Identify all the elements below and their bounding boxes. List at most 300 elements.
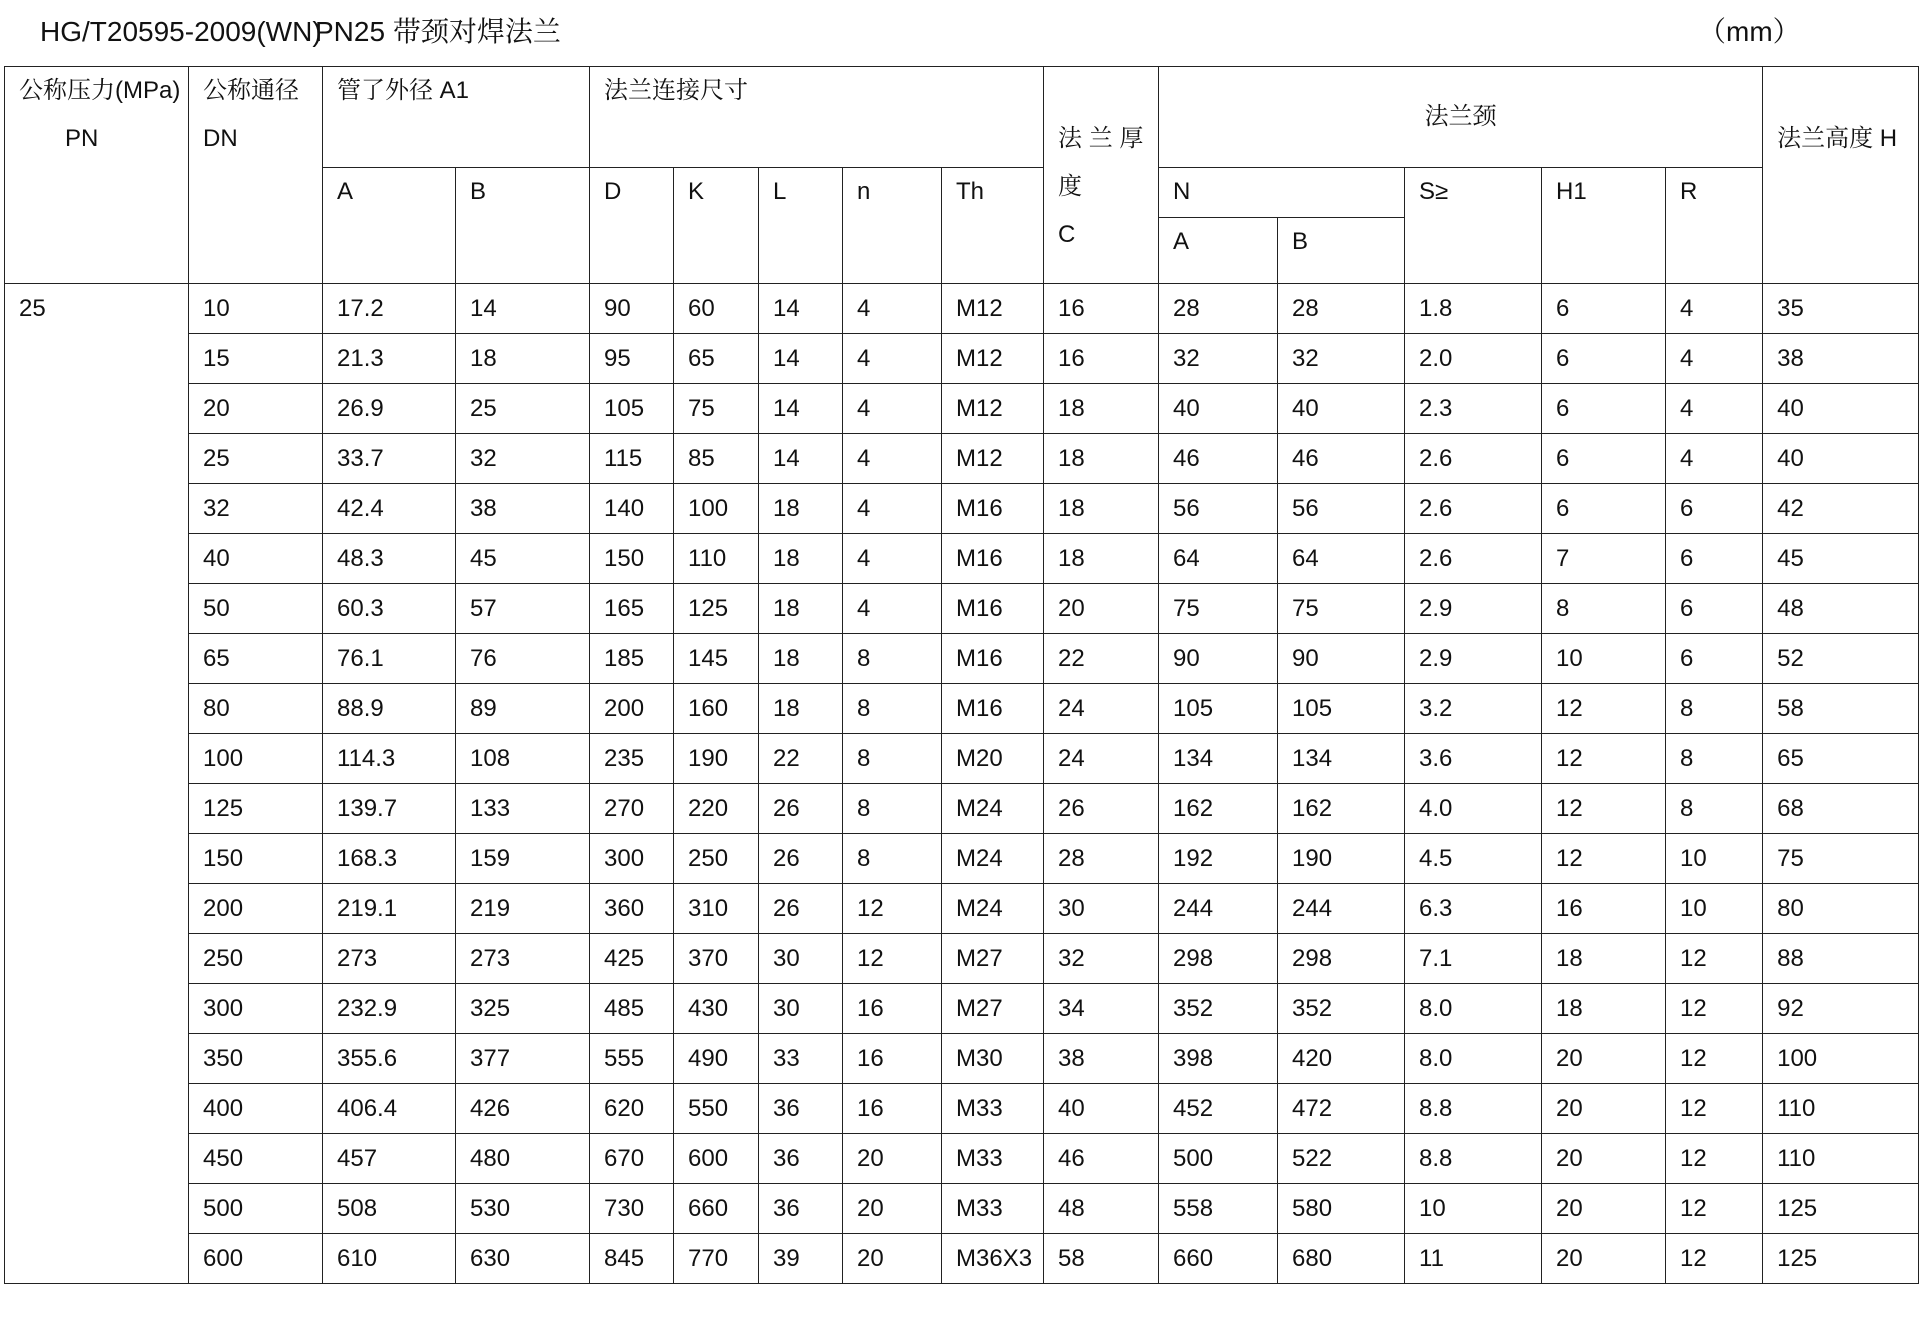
cell-dn: 40 [189,534,323,584]
header-conn-d: D [590,168,674,284]
cell-neck-b: 244 [1278,884,1405,934]
cell-dn: 50 [189,584,323,634]
cell-pipe-a: 406.4 [323,1084,456,1134]
cell-neck-r: 4 [1666,434,1763,484]
cell-dn: 350 [189,1034,323,1084]
cell-neck-b: 28 [1278,284,1405,334]
cell-conn-l: 14 [759,334,843,384]
cell-pipe-b: 108 [456,734,590,784]
cell-neck-h1: 7 [1542,534,1666,584]
cell-neck-h1: 6 [1542,434,1666,484]
cell-thickness-c: 32 [1044,934,1159,984]
cell-conn-n: 16 [843,1084,942,1134]
table-row [5,1234,1919,1284]
cell-conn-k: 110 [674,534,759,584]
cell-neck-s: 2.6 [1405,484,1542,534]
cell-conn-n: 8 [843,634,942,684]
cell-conn-k: 250 [674,834,759,884]
cell-pn: 25 [5,284,189,1284]
cell-height-h: 125 [1763,1234,1919,1284]
cell-conn-l: 18 [759,634,843,684]
cell-pipe-b: 273 [456,934,590,984]
header-thickness-line1: 法 兰 厚 [1058,125,1144,152]
cell-pipe-a: 26.9 [323,384,456,434]
cell-neck-s: 7.1 [1405,934,1542,984]
cell-neck-b: 680 [1278,1234,1405,1284]
cell-thickness-c: 48 [1044,1184,1159,1234]
cell-neck-r: 12 [1666,1184,1763,1234]
cell-neck-r: 8 [1666,684,1763,734]
cell-pipe-b: 219 [456,884,590,934]
cell-height-h: 110 [1763,1084,1919,1134]
cell-conn-th: M12 [942,284,1044,334]
cell-conn-n: 12 [843,884,942,934]
cell-neck-h1: 6 [1542,334,1666,384]
cell-thickness-c: 18 [1044,484,1159,534]
cell-neck-h1: 18 [1542,984,1666,1034]
cell-height-h: 80 [1763,884,1919,934]
cell-neck-b: 472 [1278,1084,1405,1134]
cell-pipe-a: 457 [323,1134,456,1184]
cell-conn-d: 200 [590,684,674,734]
cell-neck-a: 46 [1159,434,1278,484]
cell-pipe-a: 33.7 [323,434,456,484]
cell-conn-th: M20 [942,734,1044,784]
table-row [5,484,1919,534]
cell-thickness-c: 16 [1044,284,1159,334]
cell-pipe-a: 273 [323,934,456,984]
header-pipe-b: B [456,168,590,284]
cell-neck-a: 298 [1159,934,1278,984]
cell-neck-s: 8.8 [1405,1134,1542,1184]
header-neck-r: R [1666,168,1763,284]
cell-pipe-a: 76.1 [323,634,456,684]
cell-conn-k: 490 [674,1034,759,1084]
cell-height-h: 110 [1763,1134,1919,1184]
cell-neck-a: 32 [1159,334,1278,384]
cell-pipe-b: 89 [456,684,590,734]
cell-conn-th: M16 [942,534,1044,584]
cell-conn-d: 485 [590,984,674,1034]
cell-dn: 65 [189,634,323,684]
cell-height-h: 92 [1763,984,1919,1034]
cell-conn-k: 145 [674,634,759,684]
cell-conn-th: M16 [942,634,1044,684]
table-row [5,984,1919,1034]
cell-neck-s: 10 [1405,1184,1542,1234]
header-dn [189,67,323,284]
cell-dn: 32 [189,484,323,534]
cell-height-h: 35 [1763,284,1919,334]
cell-pipe-b: 530 [456,1184,590,1234]
cell-neck-h1: 20 [1542,1184,1666,1234]
cell-conn-l: 26 [759,784,843,834]
cell-conn-l: 14 [759,284,843,334]
cell-neck-a: 244 [1159,884,1278,934]
cell-thickness-c: 18 [1044,434,1159,484]
cell-pipe-a: 232.9 [323,984,456,1034]
cell-neck-a: 660 [1159,1234,1278,1284]
cell-conn-l: 36 [759,1084,843,1134]
cell-neck-b: 352 [1278,984,1405,1034]
cell-neck-h1: 12 [1542,684,1666,734]
cell-neck-a: 452 [1159,1084,1278,1134]
cell-dn: 500 [189,1184,323,1234]
header-connection: 法兰连接尺寸 [590,67,1044,168]
cell-neck-r: 12 [1666,984,1763,1034]
cell-neck-s: 8.8 [1405,1084,1542,1134]
flange-type-title: PN25 带颈对焊法兰 [315,16,561,47]
cell-pipe-a: 42.4 [323,484,456,534]
cell-pipe-a: 21.3 [323,334,456,384]
cell-pipe-b: 377 [456,1034,590,1084]
cell-neck-r: 4 [1666,334,1763,384]
cell-neck-b: 522 [1278,1134,1405,1184]
cell-conn-d: 620 [590,1084,674,1134]
cell-dn: 600 [189,1234,323,1284]
cell-neck-r: 6 [1666,534,1763,584]
cell-conn-k: 75 [674,384,759,434]
cell-thickness-c: 46 [1044,1134,1159,1184]
cell-neck-a: 90 [1159,634,1278,684]
cell-height-h: 40 [1763,434,1919,484]
cell-neck-r: 8 [1666,734,1763,784]
cell-neck-h1: 12 [1542,734,1666,784]
cell-neck-r: 6 [1666,484,1763,534]
cell-thickness-c: 40 [1044,1084,1159,1134]
cell-dn: 125 [189,784,323,834]
header-neck-h1: H1 [1542,168,1666,284]
cell-neck-r: 12 [1666,934,1763,984]
cell-height-h: 100 [1763,1034,1919,1084]
cell-conn-l: 14 [759,384,843,434]
cell-conn-d: 360 [590,884,674,934]
header-neck-b: B [1278,218,1405,284]
cell-pipe-b: 480 [456,1134,590,1184]
cell-conn-k: 125 [674,584,759,634]
cell-dn: 10 [189,284,323,334]
cell-neck-h1: 8 [1542,584,1666,634]
cell-dn: 25 [189,434,323,484]
header-conn-n: n [843,168,942,284]
header-pn-symbol: PN [65,125,99,152]
cell-dn: 250 [189,934,323,984]
cell-dn: 300 [189,984,323,1034]
cell-conn-th: M36X3 [942,1234,1044,1284]
cell-conn-n: 4 [843,434,942,484]
cell-conn-l: 33 [759,1034,843,1084]
cell-conn-th: M12 [942,384,1044,434]
cell-conn-k: 160 [674,684,759,734]
cell-neck-b: 90 [1278,634,1405,684]
cell-neck-b: 580 [1278,1184,1405,1234]
cell-thickness-c: 20 [1044,584,1159,634]
cell-height-h: 48 [1763,584,1919,634]
cell-conn-l: 36 [759,1184,843,1234]
table-row [5,784,1919,834]
cell-pipe-a: 610 [323,1234,456,1284]
cell-neck-h1: 20 [1542,1134,1666,1184]
cell-thickness-c: 18 [1044,384,1159,434]
cell-neck-r: 12 [1666,1134,1763,1184]
cell-pipe-b: 38 [456,484,590,534]
cell-conn-l: 26 [759,884,843,934]
cell-conn-n: 8 [843,734,942,784]
header-neck: 法兰颈 [1159,67,1763,168]
cell-pipe-b: 426 [456,1084,590,1134]
cell-conn-l: 30 [759,984,843,1034]
cell-conn-d: 90 [590,284,674,334]
cell-neck-h1: 16 [1542,884,1666,934]
cell-neck-b: 56 [1278,484,1405,534]
cell-thickness-c: 18 [1044,534,1159,584]
cell-conn-n: 8 [843,834,942,884]
cell-neck-b: 134 [1278,734,1405,784]
table-row [5,1184,1919,1234]
cell-conn-d: 555 [590,1034,674,1084]
cell-neck-s: 2.0 [1405,334,1542,384]
cell-neck-s: 3.2 [1405,684,1542,734]
cell-conn-n: 4 [843,284,942,334]
cell-neck-s: 2.3 [1405,384,1542,434]
cell-conn-k: 600 [674,1134,759,1184]
cell-pipe-b: 325 [456,984,590,1034]
cell-conn-l: 22 [759,734,843,784]
cell-conn-k: 220 [674,784,759,834]
cell-conn-th: M24 [942,834,1044,884]
cell-neck-h1: 6 [1542,484,1666,534]
cell-conn-n: 20 [843,1234,942,1284]
cell-neck-h1: 12 [1542,784,1666,834]
cell-conn-l: 18 [759,684,843,734]
header-neck-n: N [1159,168,1405,218]
table-row [5,884,1919,934]
header-dn-label: 公称通径 [203,77,299,104]
cell-conn-n: 16 [843,1034,942,1084]
cell-neck-a: 162 [1159,784,1278,834]
cell-neck-a: 64 [1159,534,1278,584]
cell-neck-a: 28 [1159,284,1278,334]
cell-neck-b: 32 [1278,334,1405,384]
cell-pipe-b: 159 [456,834,590,884]
cell-pipe-a: 48.3 [323,534,456,584]
cell-height-h: 42 [1763,484,1919,534]
table-row [5,334,1919,384]
cell-conn-th: M30 [942,1034,1044,1084]
cell-conn-n: 4 [843,584,942,634]
header-pipe-a: A [323,168,456,284]
cell-height-h: 45 [1763,534,1919,584]
cell-neck-h1: 12 [1542,834,1666,884]
cell-conn-d: 270 [590,784,674,834]
cell-neck-s: 2.6 [1405,434,1542,484]
cell-conn-l: 18 [759,484,843,534]
cell-dn: 100 [189,734,323,784]
table-row [5,934,1919,984]
cell-pipe-a: 508 [323,1184,456,1234]
cell-pipe-a: 168.3 [323,834,456,884]
table-row [5,1134,1919,1184]
cell-conn-n: 4 [843,534,942,584]
cell-conn-d: 300 [590,834,674,884]
cell-conn-th: M33 [942,1084,1044,1134]
cell-pipe-b: 57 [456,584,590,634]
cell-conn-k: 65 [674,334,759,384]
header-thickness-symbol: C [1058,221,1076,248]
cell-thickness-c: 24 [1044,684,1159,734]
cell-conn-th: M27 [942,934,1044,984]
cell-neck-s: 4.0 [1405,784,1542,834]
cell-height-h: 40 [1763,384,1919,434]
cell-height-h: 125 [1763,1184,1919,1234]
cell-pipe-b: 14 [456,284,590,334]
cell-thickness-c: 26 [1044,784,1159,834]
cell-dn: 20 [189,384,323,434]
cell-conn-l: 18 [759,584,843,634]
header-dn-symbol: DN [203,125,238,152]
cell-neck-s: 11 [1405,1234,1542,1284]
table-row [5,1034,1919,1084]
cell-neck-s: 2.9 [1405,584,1542,634]
cell-pipe-b: 18 [456,334,590,384]
cell-neck-b: 420 [1278,1034,1405,1084]
cell-conn-k: 430 [674,984,759,1034]
cell-neck-a: 56 [1159,484,1278,534]
header-thickness-line2: 度 [1058,173,1083,200]
cell-conn-l: 14 [759,434,843,484]
table-row [5,734,1919,784]
cell-conn-k: 660 [674,1184,759,1234]
header-pn [5,67,189,284]
cell-dn: 80 [189,684,323,734]
cell-conn-n: 4 [843,334,942,384]
document-title [40,8,1920,56]
unit-label: （mm） [1698,16,1801,47]
cell-neck-a: 134 [1159,734,1278,784]
cell-thickness-c: 28 [1044,834,1159,884]
cell-neck-b: 75 [1278,584,1405,634]
cell-conn-th: M33 [942,1134,1044,1184]
cell-thickness-c: 16 [1044,334,1159,384]
header-conn-k: K [674,168,759,284]
cell-dn: 15 [189,334,323,384]
cell-conn-n: 20 [843,1134,942,1184]
cell-height-h: 52 [1763,634,1919,684]
cell-pipe-a: 60.3 [323,584,456,634]
cell-neck-h1: 20 [1542,1234,1666,1284]
cell-conn-n: 4 [843,484,942,534]
table-row [5,284,1919,334]
cell-conn-k: 100 [674,484,759,534]
cell-pipe-b: 76 [456,634,590,684]
cell-conn-k: 60 [674,284,759,334]
cell-thickness-c: 24 [1044,734,1159,784]
cell-neck-r: 4 [1666,284,1763,334]
cell-neck-r: 12 [1666,1084,1763,1134]
cell-conn-th: M16 [942,584,1044,634]
cell-pipe-a: 114.3 [323,734,456,784]
cell-conn-n: 12 [843,934,942,984]
cell-conn-k: 85 [674,434,759,484]
table-row [5,434,1919,484]
cell-conn-n: 8 [843,784,942,834]
cell-neck-a: 500 [1159,1134,1278,1184]
cell-neck-s: 4.5 [1405,834,1542,884]
cell-pipe-a: 355.6 [323,1034,456,1084]
cell-conn-th: M24 [942,884,1044,934]
cell-pipe-b: 630 [456,1234,590,1284]
cell-pipe-b: 133 [456,784,590,834]
cell-conn-d: 95 [590,334,674,384]
header-neck-a: A [1159,218,1278,284]
cell-dn: 200 [189,884,323,934]
cell-thickness-c: 22 [1044,634,1159,684]
cell-neck-a: 352 [1159,984,1278,1034]
cell-conn-d: 140 [590,484,674,534]
cell-neck-r: 6 [1666,634,1763,684]
cell-conn-th: M16 [942,484,1044,534]
cell-neck-s: 2.6 [1405,534,1542,584]
cell-pipe-b: 25 [456,384,590,434]
cell-conn-d: 150 [590,534,674,584]
cell-neck-b: 46 [1278,434,1405,484]
cell-conn-k: 770 [674,1234,759,1284]
cell-neck-h1: 6 [1542,284,1666,334]
cell-conn-k: 550 [674,1084,759,1134]
cell-height-h: 75 [1763,834,1919,884]
flange-dimension-table [4,66,1919,1284]
cell-neck-a: 558 [1159,1184,1278,1234]
cell-thickness-c: 58 [1044,1234,1159,1284]
cell-conn-n: 8 [843,684,942,734]
cell-conn-d: 105 [590,384,674,434]
cell-conn-n: 4 [843,384,942,434]
table-row [5,634,1919,684]
header-pipe-od: 管了外径 A1 [323,67,590,168]
cell-dn: 150 [189,834,323,884]
cell-conn-d: 845 [590,1234,674,1284]
cell-neck-s: 6.3 [1405,884,1542,934]
cell-neck-b: 162 [1278,784,1405,834]
standard-code: HG/T20595-2009(WN) [40,16,322,47]
cell-conn-l: 26 [759,834,843,884]
cell-neck-h1: 20 [1542,1084,1666,1134]
cell-neck-a: 40 [1159,384,1278,434]
cell-neck-a: 192 [1159,834,1278,884]
cell-conn-th: M12 [942,334,1044,384]
cell-conn-n: 16 [843,984,942,1034]
cell-pipe-a: 219.1 [323,884,456,934]
cell-conn-d: 670 [590,1134,674,1184]
header-pn-label: 公称压力(MPa) [19,77,181,104]
cell-conn-d: 730 [590,1184,674,1234]
cell-neck-h1: 18 [1542,934,1666,984]
cell-neck-b: 298 [1278,934,1405,984]
cell-neck-r: 6 [1666,584,1763,634]
cell-dn: 450 [189,1134,323,1184]
header-conn-l: L [759,168,843,284]
table-row [5,584,1919,634]
table-row [5,384,1919,434]
cell-conn-k: 370 [674,934,759,984]
cell-thickness-c: 30 [1044,884,1159,934]
cell-height-h: 65 [1763,734,1919,784]
cell-neck-s: 3.6 [1405,734,1542,784]
cell-neck-h1: 20 [1542,1034,1666,1084]
cell-neck-b: 190 [1278,834,1405,884]
cell-neck-r: 8 [1666,784,1763,834]
cell-pipe-a: 17.2 [323,284,456,334]
